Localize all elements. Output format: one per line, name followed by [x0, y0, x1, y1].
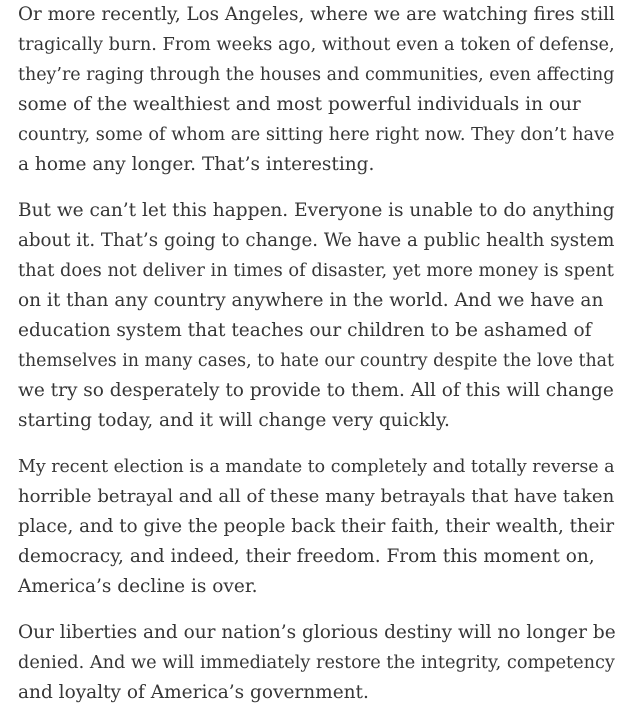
text-line: denied. And we will immediately restore the integrity, competency	[18, 653, 615, 673]
text-line: on it than any country anywhere in the world. And we have an	[18, 290, 604, 311]
text-line: that does not deliver in times of disaster, yet more money is spent	[18, 260, 614, 281]
text-line: we try so desperately to provide to them. All of this will change	[18, 380, 614, 401]
paragraph-los-angeles-fires	[18, 0, 618, 180]
text-line: they’re raging through the houses and communities, even affecting	[18, 65, 615, 85]
text-line: tragically burn. From weeks ago, without even a token of defense,	[18, 35, 615, 55]
text-line: Or more recently, Los Angeles, where we are watching fires still	[18, 4, 615, 25]
text-line: country, some of whom are sitting here right now. They don’t have	[18, 125, 615, 145]
text-line: about it. That’s going to change. We have a public health system	[18, 230, 615, 251]
text-line: some of the wealthiest and most powerful individuals in our	[18, 94, 581, 115]
paragraph-health-education	[18, 196, 618, 436]
text-line: and loyalty of America’s government.	[18, 682, 369, 703]
text-line: themselves in many cases, to hate our country despite the love that	[18, 351, 615, 371]
text-line: My recent election is a mandate to completely and totally reverse a	[18, 457, 615, 477]
text-line: Our liberties and our nation’s glorious destiny will no longer be	[18, 622, 616, 643]
paragraph-liberties	[18, 618, 618, 708]
text-line: education system that teaches our children to be ashamed of	[18, 320, 592, 341]
text-line: America’s decline is over.	[18, 576, 258, 597]
text-line: horrible betrayal and all of these many betrayals that have taken	[18, 486, 615, 507]
paragraph-mandate	[18, 452, 618, 602]
text-line: But we can’t let this happen. Everyone is unable to do anything	[18, 200, 615, 221]
text-line: place, and to give the people back their faith, their wealth, their	[18, 516, 615, 537]
text-line: democracy, and indeed, their freedom. From this moment on,	[18, 546, 595, 567]
text-line: starting today, and it will change very quickly.	[18, 410, 450, 431]
text-line: a home any longer. That’s interesting.	[18, 154, 375, 175]
